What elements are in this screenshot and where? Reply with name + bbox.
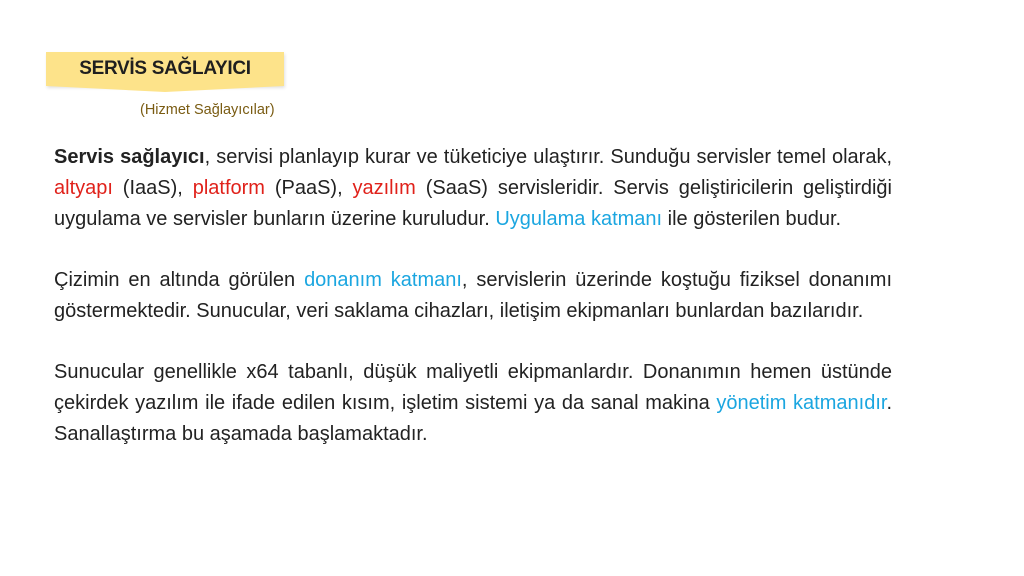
term-uygulama-katmani: Uygulama katmanı xyxy=(495,208,663,230)
text-span: (SaaS) servisleridir. Servis geliştiricilerin geliştirdiği uygulama ve servisler bunların üzerine kuruludur. xyxy=(54,177,892,230)
text-span: . Sanallaştırma bu aşamada başlamaktadır. xyxy=(54,392,892,445)
term-altyapi: altyapı xyxy=(54,177,113,199)
text-span: (IaaS), xyxy=(112,177,193,199)
term-servis-saglayici: Servis sağlayıcı xyxy=(54,146,205,168)
term-yonetim-katmani: yönetim katmanıdır xyxy=(716,392,887,414)
term-yazilim: yazılım xyxy=(352,177,416,199)
text-span: Sunucular genellikle x64 tabanlı, düşük maliyetli ekipmanlardır. Donanımın hemen üstünde çekirdek yazılım ile ifade edilen kısım, işletim sistemi ya da sanal makina xyxy=(54,361,892,414)
paragraph-servers xyxy=(54,357,892,450)
body-content xyxy=(54,142,892,450)
page-subtitle: (Hizmet Sağlayıcılar) xyxy=(140,102,275,118)
text-span: Çizimin en altında görülen xyxy=(54,269,305,291)
term-donanim-katmani: donanım katmanı xyxy=(304,269,462,291)
text-span: , servislerin üzerinde koştuğu fiziksel donanımı göstermektedir. Sunucular, veri saklama cihazları, iletişim ekipmanları bunlardan bazılarıdır. xyxy=(54,269,893,322)
paragraph-hardware-layer xyxy=(54,265,892,327)
title-banner xyxy=(46,52,284,86)
text-span: ile gösterilen budur. xyxy=(662,208,842,230)
text-span: (PaaS), xyxy=(264,177,353,199)
term-platform: platform xyxy=(192,177,265,199)
text-span: , servisi planlayıp kurar ve tüketiciye ulaştırır. Sunduğu servisler temel olarak, xyxy=(204,146,893,168)
paragraph-service-provider xyxy=(54,142,892,235)
page-title: SERVİS SAĞLAYICI xyxy=(79,58,251,79)
